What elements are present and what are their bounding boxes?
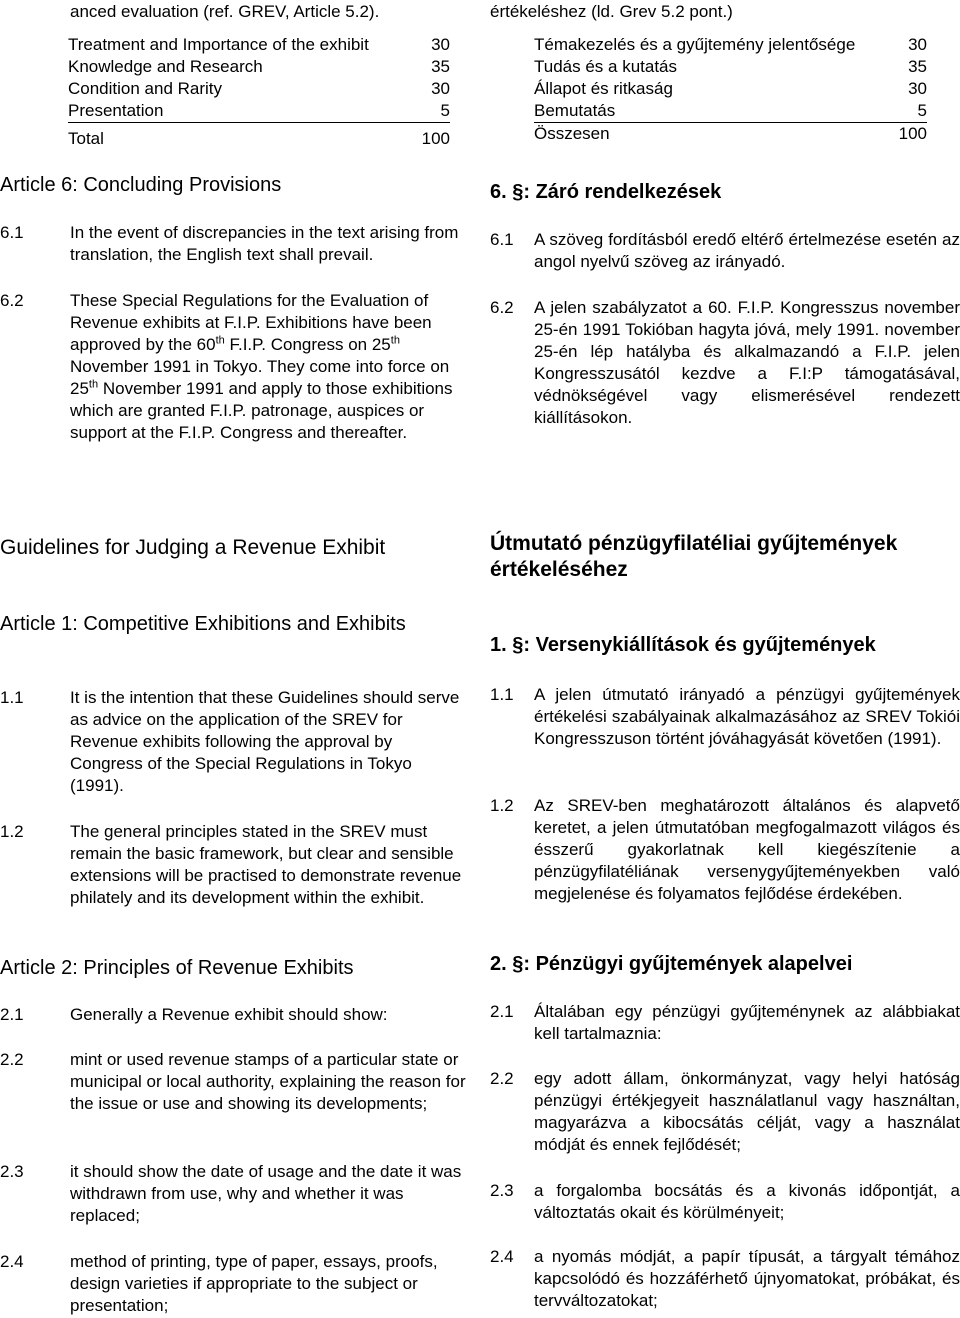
criterion-points: 5	[417, 100, 450, 123]
criterion-label: Presentation	[68, 100, 417, 123]
criterion-points: 30	[431, 79, 450, 98]
criterion-points: 30	[908, 79, 927, 98]
table-row	[68, 34, 450, 56]
paragraph-text: Általában egy pénzügyi gyűjteménynek az alábbiakat kell tartalmaznia:	[534, 1002, 960, 1043]
criterion-label: Treatment and Importance of the exhibit	[68, 35, 369, 54]
table-row	[534, 78, 927, 100]
table-row	[68, 78, 450, 100]
paragraph-text: In the event of discrepancies in the text arising from translation, the English text shall prevail.	[70, 223, 459, 264]
paragraph-2-4	[490, 1246, 960, 1312]
paragraph-number: 6.1	[0, 223, 24, 242]
text-run: November 1991 in Tokyo. They come into force on 25	[70, 357, 450, 398]
criterion-points: 35	[431, 57, 450, 76]
total-row	[68, 123, 450, 151]
criterion-label: Témakezelés és a gyűjtemény jelentősége	[534, 35, 856, 54]
total-points: 100	[421, 129, 450, 148]
paragraph-6-1	[490, 229, 960, 273]
criterion-label: Condition and Rarity	[68, 79, 223, 98]
paragraph-number: 1.1	[490, 685, 514, 704]
criterion-label: Állapot és ritkaság	[534, 79, 673, 98]
article2-heading: 2. §: Pénzügyi gyűjtemények alapelvei	[490, 953, 853, 975]
criterion-label: Bemutatás	[534, 100, 895, 123]
paragraph-text: method of printing, type of paper, essays, proofs, design varieties if appropriate to the subject or presentation;	[70, 1252, 438, 1315]
paragraph-2-4	[0, 1251, 468, 1317]
paragraph-number: 2.4	[490, 1247, 514, 1266]
paragraph-1-2	[0, 821, 468, 909]
criterion-label: Tudás és a kutatás	[534, 57, 678, 76]
paragraph-text: Generally a Revenue exhibit should show:	[70, 1005, 388, 1024]
table-row	[68, 56, 450, 78]
table-row	[534, 34, 927, 56]
total-row	[534, 123, 927, 146]
paragraph-2-3	[490, 1180, 960, 1224]
criterion-points: 35	[908, 57, 927, 76]
paragraph-text: a forgalomba bocsátás és a kivonás időpontját, a változtatás okait és körülményeit;	[534, 1181, 960, 1222]
paragraph-text: It is the intention that these Guidelines should serve as advice on the application of the SREV for Revenue exhibits following the approval by Congress of the Special Regulations in Tokyo (1991).	[70, 688, 460, 795]
paragraph-text	[70, 290, 468, 444]
paragraph-number: 1.2	[0, 822, 24, 841]
total-label: Összesen	[534, 124, 610, 143]
paragraph-1-2	[490, 795, 960, 905]
paragraph-text: A jelen szabályzatot a 60. F.I.P. Kongresszus november 25-én 1991 Tokióban hagyta jóvá, mely 1991. november 25-én lép hatályba és alkalmazandó a F.I.P. jelen Kongresszusától kezdve a F.I:P támogatásával, védnökségével vagy elismerésével rendezett kiállításokon.	[534, 298, 960, 427]
criterion-points: 30	[908, 35, 927, 54]
article2-heading: Article 2: Principles of Revenue Exhibits	[0, 957, 354, 979]
intro-line: anced evaluation (ref. GREV, Article 5.2).	[70, 2, 380, 21]
paragraph-number: 2.3	[490, 1181, 514, 1200]
superscript: th	[88, 378, 99, 391]
paragraph-number: 6.2	[490, 298, 514, 317]
paragraph-text: a nyomás módját, a papír típusát, a tárgyalt témához kapcsolódó és hozzáférhető újnyomatokat, próbákat, és tervváltozatokat;	[534, 1247, 960, 1310]
text-run: F.I.P. Congress on 25	[224, 335, 391, 354]
article1-heading: 1. §: Versenykiállítások és gyűjtemények	[490, 634, 876, 656]
paragraph-2-2	[490, 1068, 960, 1156]
paragraph-text: The general principles stated in the SREV must remain the basic framework, but clear and sensible extensions will be practised to demonstrate revenue philately and its development within the exhibit.	[70, 822, 462, 907]
paragraph-6-2	[0, 290, 468, 444]
paragraph-number: 2.2	[490, 1069, 514, 1088]
paragraph-2-2	[0, 1049, 468, 1115]
total-label: Total	[68, 129, 104, 148]
criterion-label: Knowledge and Research	[68, 57, 263, 76]
paragraph-number: 2.4	[0, 1252, 24, 1271]
paragraph-2-3	[0, 1161, 468, 1227]
paragraph-number: 2.3	[0, 1162, 24, 1181]
text-run: November 1991 and apply to those exhibitions which are granted F.I.P. patronage, auspices or support at the F.I.P. Congress and thereafter.	[70, 379, 453, 442]
table-row	[534, 100, 927, 123]
superscript: th	[390, 334, 400, 347]
paragraph-1-1	[0, 687, 468, 797]
criterion-points: 30	[431, 35, 450, 54]
paragraph-text: A szöveg fordításból eredő eltérő értelmezése esetén az angol nyelvű szöveg az irányadó.	[534, 230, 960, 271]
paragraph-number: 2.1	[490, 1002, 514, 1021]
paragraph-text: A jelen útmutató irányadó a pénzügyi gyűjtemények értékelési szabályainak alkalmazásához az SREV Tokiói Kongresszuson történt jóváhagyását követően (1991).	[534, 685, 960, 748]
paragraph-number: 2.2	[0, 1050, 24, 1069]
paragraph-text: Az SREV-ben meghatározott általános és alapvető keretet, a jelen útmutatóban megfogalmazott világos és ésszerű gyakorlatnak kell kiegészítenie a pénzügyfilatéliának versenygyűjteményekben való megjelenése és folyamatos fejlődése érdekében.	[534, 796, 960, 903]
paragraph-6-1	[0, 222, 468, 266]
paragraph-number: 1.1	[0, 688, 24, 707]
paragraph-text: it should show the date of usage and the date it was withdrawn from use, why and whether it was replaced;	[70, 1162, 462, 1225]
paragraph-number: 2.1	[0, 1005, 24, 1024]
guidelines-title: Útmutató pénzügyfilatéliai gyűjtemények értékeléséhez	[490, 532, 898, 581]
paragraph-number: 6.2	[0, 291, 24, 310]
paragraph-text: egy adott állam, önkormányzat, vagy helyi hatóság pénzügyi értékjegyeit használatlanul vagy használtan, magyarázva a kibocsátás célját, vagy a használat módját és ennek fejlődését;	[534, 1069, 960, 1154]
total-points: 100	[898, 124, 927, 143]
article6-heading: Article 6: Concluding Provisions	[0, 174, 282, 196]
paragraph-2-1	[0, 1004, 468, 1026]
paragraph-number: 6.1	[490, 230, 514, 249]
score-table	[68, 34, 450, 150]
table-row	[534, 56, 927, 78]
score-table	[534, 34, 927, 145]
table-row	[68, 100, 450, 123]
text-run: These Special Regulations for the Evaluation of Revenue exhibits at F.I.P. Exhibitions have been approved by the 60	[70, 291, 432, 354]
superscript: th	[215, 334, 225, 347]
guidelines-title: Guidelines for Judging a Revenue Exhibit	[0, 536, 386, 559]
paragraph-1-1	[490, 684, 960, 750]
intro-line: értékeléshez (ld. Grev 5.2 pont.)	[490, 2, 733, 21]
paragraph-6-2	[490, 297, 960, 429]
article6-heading: 6. §: Záró rendelkezések	[490, 181, 722, 203]
paragraph-2-1	[490, 1001, 960, 1045]
paragraph-number: 1.2	[490, 796, 514, 815]
paragraph-text: mint or used revenue stamps of a particular state or municipal or local authority, explaining the reason for the issue or use and showing its developments;	[70, 1050, 466, 1113]
article1-heading: Article 1: Competitive Exhibitions and Exhibits	[0, 613, 406, 635]
criterion-points: 5	[895, 100, 927, 123]
